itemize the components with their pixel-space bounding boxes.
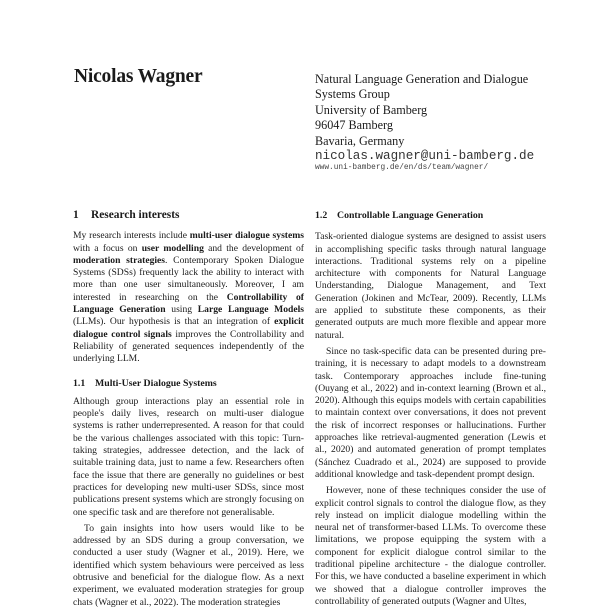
right-column (315, 210, 546, 612)
affiliation-line: University of Bamberg (315, 102, 428, 117)
affiliation-line: Systems Group (315, 87, 390, 102)
text: (LLMs). Our hypothesis is that an integration of (73, 316, 275, 328)
subsection-number: 1.1 (73, 377, 86, 389)
paragraph: To gain insights into how users would like to be addressed by an SDS during a group conversation, we conducted a user study (Wagner et al., 2019). Here, we identified which system behaviours were perceived as less obtrusive and beneficial for the dialogue flow. As a next experiment, we evaluated moderation strategies for group chats (Wagner et al., 2022). The moderation strategies (73, 522, 304, 608)
section-title: Research interests (91, 209, 180, 221)
section-heading (73, 209, 304, 221)
text: and the development of (203, 242, 304, 254)
bold-term: multi-user dialogue systems (189, 230, 304, 242)
subsection-heading (73, 378, 304, 390)
paragraph: Since no task-specific data can be presented during pre-training, it is necessary to adapt models to a downstream task. Contemporary approaches include fine-tuning (Ouyang et al., 2022) and in-context learning (Brown et al., 2020). Although this equips models with certain capabilities to maintain context over conversations, it does not prevent the risk of incorrect responses or hallucinations. Further approaches like retrieval-augmented generation (Lewis et al., 2020) and automated generation of prompt templates (Sánchez Cuadrado et al., 2024) are supposed to provide additional knowledge and task-dependent prompt design. (315, 345, 546, 480)
subsection-heading (315, 210, 546, 222)
paragraph: However, none of these techniques consider the use of explicit control signals to control the dialogue flow, as they rely instead on implicit dialogue modelling within the neural net of transformer-based LLMs. To overcome these limitations, we propose equipping the system with a component for explicit dialogue control similar to the traditional pipeline architecture - the dialogue controller. For this, we have conducted a baseline experiment in which we showed that a dialogue controller improves the controllability of generated outputs (Wagner and Ultes, (315, 485, 546, 607)
paragraph: Although group interactions play an essential role in people's daily lives, research on multi-user dialogue systems is rather underrepresented. A reason for that could be the various challenges associated with this topic: Turn-taking strategies, addressee detection, and the lack of suitable training data, just to name a few. Researchers often face the issue that there are generally no guidelines or best practices for developing new multi-user SDSs, since most publications present systems which are strongly focusing on one specific task and are therefore not generalisable. (73, 395, 305, 518)
subsection-number: 1.2 (315, 210, 328, 221)
subsection-title: Multi-User Dialogue Systems (95, 377, 217, 389)
text: improves the Controllability and Reliability of generated sequences independently of the underlying LLM. (73, 328, 304, 365)
text: My research interests include (73, 230, 190, 242)
bold-term: Controllability of Language Generation (73, 291, 305, 316)
author-website[interactable]: www.uni-bamberg.de/en/ds/team/wagner/ (315, 164, 489, 172)
section-number: 1 (73, 209, 79, 221)
affiliation-line: 96047 Bamberg (315, 118, 393, 133)
text: with a focus on (73, 242, 142, 254)
author-email[interactable]: nicolas.wagner@uni-bamberg.de (315, 149, 535, 163)
author-name: Nicolas Wagner (74, 66, 203, 87)
paragraph: Task-oriented dialogue systems are designed to assist users in accomplishing specific tasks through natural language interactions. Traditional systems rely on a pipeline architecture with components for Natural Language Understanding, Dialogue Management, and Text Generation (Jokinen and McTear, 2009). Recently, LLMs are applied to substitute these components, as their generated outputs are much more flexible and appear more natural. (315, 231, 546, 341)
left-column (73, 209, 304, 613)
affiliation-line: Bavaria, Germany (315, 133, 405, 148)
affiliation-line: Natural Language Generation and Dialogue (315, 72, 529, 86)
text: . Contemporary Spoken Dialogue Systems (SDSs) frequently lack the ability to interact with more than one user simultaneously. Moreover, I am interested in researching on the (73, 254, 304, 303)
text: using (165, 304, 198, 316)
bold-term: explicit dialogue control signals (73, 316, 304, 340)
bold-term: user modelling (141, 242, 204, 254)
subsection-title: Controllable Language Generation (337, 210, 484, 221)
research-interests-paragraph (73, 230, 304, 365)
affiliation-block (315, 72, 528, 149)
bold-term: Large Language Models (197, 304, 304, 316)
bold-term: moderation strategies (73, 254, 166, 266)
